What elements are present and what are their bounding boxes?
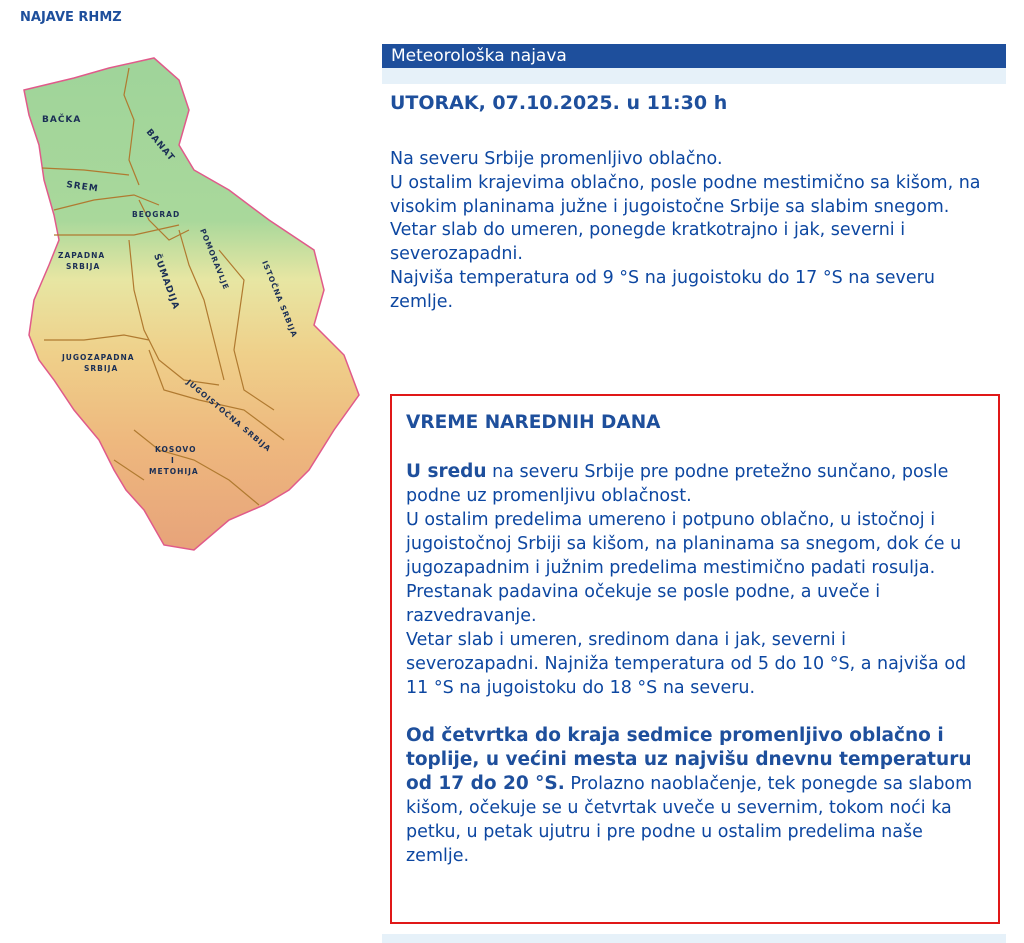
thursday-text: Prolazno naoblačenje, tek ponegde sa slabom kišom, očekuje se u četvrtak uveče u severnim, tokom noći ka petku, u petak ujutru i pre podne u ostalim predelima naše zemlje. bbox=[406, 774, 973, 866]
region-banat: BANAT bbox=[143, 127, 177, 164]
section-header: Meteorološka najava bbox=[382, 44, 1006, 68]
next-days-title: VREME NAREDNIH DANA bbox=[406, 412, 661, 433]
region-kosovo-line3: METOHIJA bbox=[149, 467, 199, 476]
bottom-strip bbox=[382, 934, 1006, 943]
region-zapadna-srbija-line1: ZAPADNA bbox=[58, 251, 106, 260]
region-srem: SREM bbox=[65, 180, 100, 195]
forecast-paragraph: Na severu Srbije promenljivo oblačno. bbox=[390, 149, 723, 169]
forecast-body bbox=[390, 148, 1002, 315]
wednesday-text: na severu Srbije pre podne pretežno sunčano, posle podne uz promenljivu oblačnost. bbox=[406, 462, 949, 506]
region-beograd: BEOGRAD bbox=[132, 210, 181, 219]
thursday-weekend-forecast bbox=[406, 724, 984, 868]
wednesday-forecast bbox=[406, 460, 984, 700]
region-sumadija: ŠUMADIJA bbox=[151, 252, 181, 312]
forecast-paragraph: Najviša temperatura od 9 °S na jugoistoku do 17 °S na severu zemlje. bbox=[390, 267, 935, 312]
forecast-paragraph: Vetar slab do umeren, ponegde kratkotrajno i jak, severni i severozapadni. bbox=[390, 220, 906, 265]
region-kosovo-line2: I bbox=[171, 456, 175, 465]
region-kosovo-line1: KOSOVO bbox=[155, 445, 197, 454]
wednesday-text-3: Vetar slab i umeren, sredinom dana i jak, severni i severozapadni. Najniža temperatura od 5 do 10 °S, a najviša od 11 °S na jugoistoku do 18 °S na severu. bbox=[406, 630, 967, 698]
thursday-summary: Od četvrtka do kraja sedmice promenljivo oblačno i toplije, u većini mesta uz najvišu dnevnu temperaturu od 17 do 20 °S. bbox=[406, 725, 972, 794]
serbia-regions-map[interactable] bbox=[14, 50, 364, 555]
region-backa: BAČKA bbox=[42, 115, 82, 125]
forecast-date: UTORAK, 07.10.2025. u 11:30 h bbox=[390, 92, 728, 114]
wednesday-text-2: U ostalim predelima umereno i potpuno oblačno, u istočnoj i jugoistočnoj Srbiji sa kišom, na planinama sa snegom, dok će u jugozapadnim i južnim predelima mestimično padati rosulja. Prestanak padavina očekuje se posle podne, a uveče i razvedravanje. bbox=[406, 510, 962, 626]
region-jugozapadna-srbija-line2: SRBIJA bbox=[84, 364, 119, 373]
serbia-outline bbox=[24, 58, 359, 550]
region-jugozapadna-srbija-line1: JUGOZAPADNA bbox=[62, 353, 135, 362]
region-zapadna-srbija-line2: SRBIJA bbox=[66, 262, 101, 271]
forecast-paragraph: U ostalim krajevima oblačno, posle podne mestimično sa kišom, na visokim planinama južne i jugoistočne Srbije sa slabim snegom. bbox=[390, 172, 981, 217]
site-title: NAJAVE RHMZ bbox=[20, 10, 122, 25]
next-days-box bbox=[390, 394, 1000, 924]
region-pomoravlje: POMORAVLJE bbox=[198, 227, 231, 292]
wednesday-label: U sredu bbox=[406, 461, 487, 482]
region-jugoistocna-srbija: JUGOISTOČNA SRBIJA bbox=[184, 377, 273, 454]
header-strip bbox=[382, 68, 1006, 84]
region-istocna-srbija: ISTOČNA SRBIJA bbox=[260, 259, 300, 339]
